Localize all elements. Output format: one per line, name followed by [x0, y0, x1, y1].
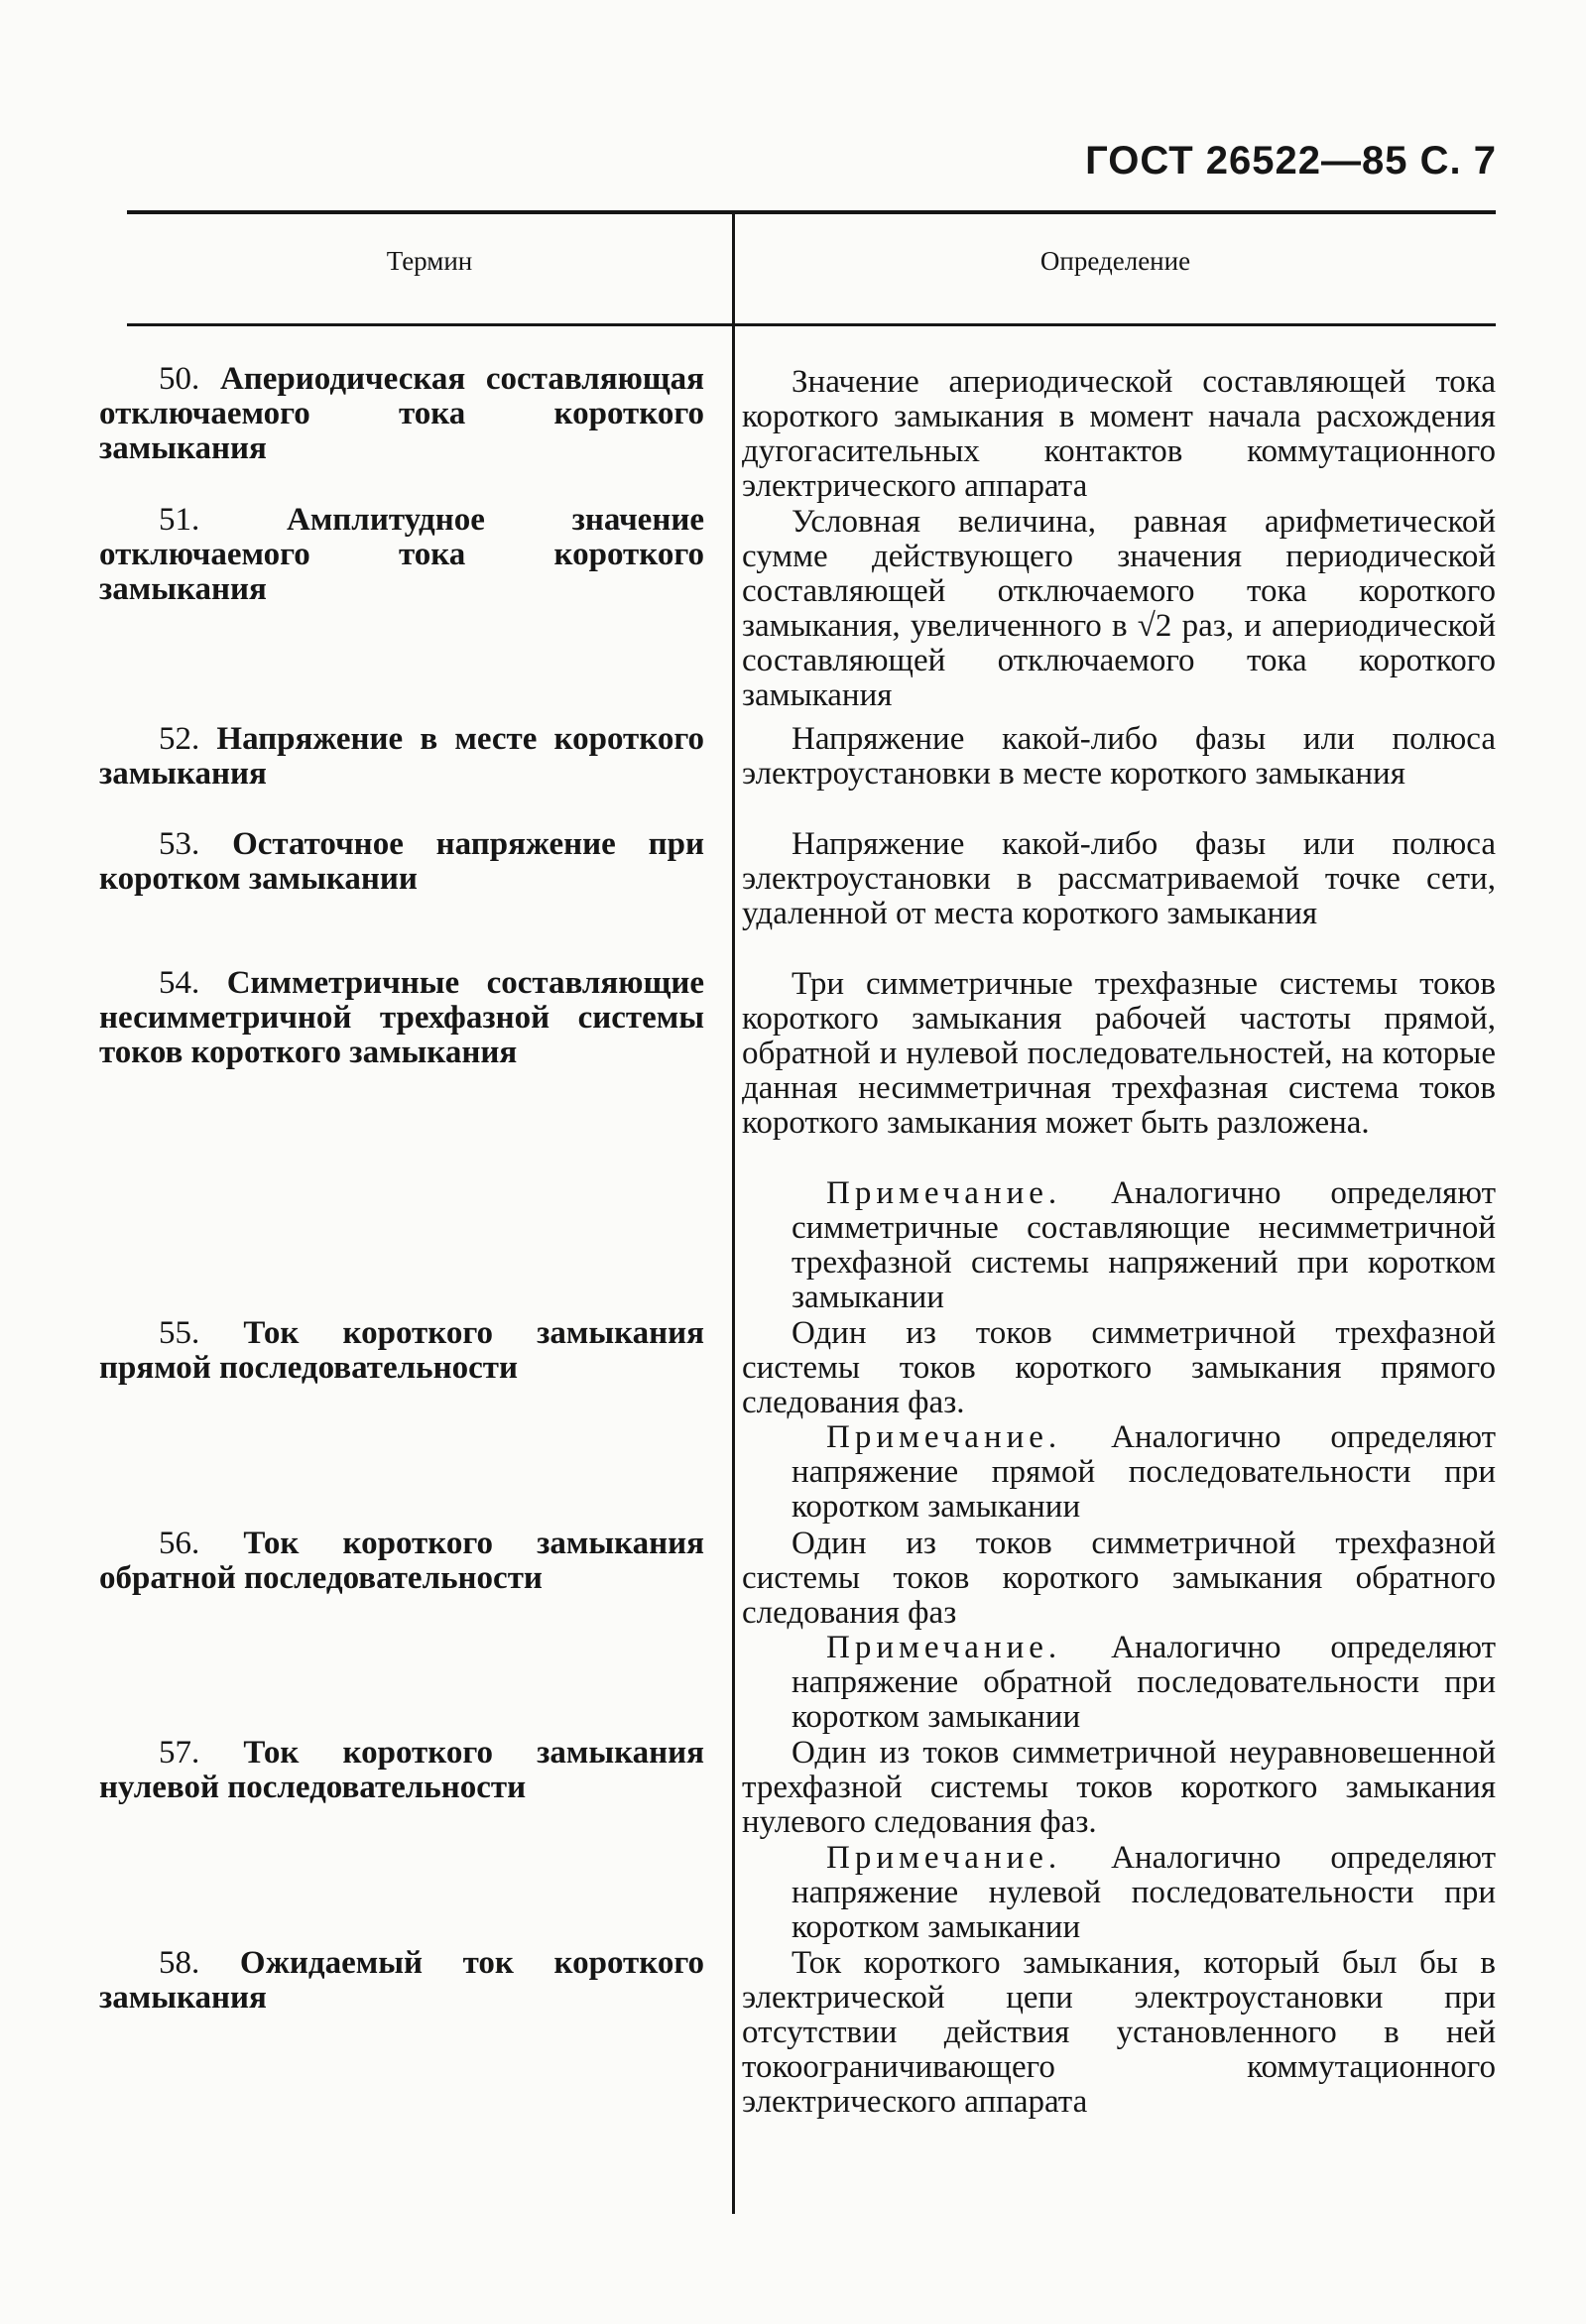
term-57	[99, 1736, 704, 1805]
term-56	[99, 1527, 704, 1596]
term-number: 57.	[159, 1735, 200, 1771]
note-57	[742, 1841, 1496, 1945]
definition-50: Значение апериодической составляющей тока короткого замыкания в момент начала расхождения дугогасительных контактов коммутационного электрического аппарата	[742, 364, 1496, 504]
note-label: Примечание.	[826, 1175, 1062, 1211]
term-label: Ток короткого замыкания обратной последовательности	[99, 1526, 705, 1596]
definition-57: Один из токов симметричной неуравновешенной трехфазной системы токов короткого замыкания нулевого следования фаз.	[742, 1735, 1496, 1840]
column-header-definition: Определение	[1039, 246, 1191, 276]
term-number: 52.	[159, 721, 200, 757]
note-label: Примечание.	[826, 1419, 1062, 1455]
note-label: Примечание.	[826, 1840, 1062, 1876]
note-text: Аналогично определяют симметричные составляющие несимметричной трехфазной системы напряжений при коротком замыкании	[792, 1175, 1496, 1315]
table-top-rule	[127, 210, 1496, 214]
note-54	[742, 1176, 1496, 1315]
term-label: Напряжение в месте короткого замыкания	[99, 721, 704, 792]
definition-51: Условная величина, равная арифметической сумме действующего значения периодической составляющей отключаемого тока короткого замыкания, увеличенного в √2 раз, и апериодической составляющей отключаемого тока короткого замыкания	[742, 504, 1496, 713]
term-52	[99, 722, 704, 792]
term-label: Ожидаемый ток короткого замыкания	[99, 1945, 704, 2016]
note-56	[742, 1631, 1496, 1735]
note-text: Аналогично определяют напряжение нулевой последовательности при коротком замыкании	[792, 1840, 1496, 1945]
term-50	[99, 362, 704, 466]
term-number: 58.	[159, 1945, 200, 1981]
column-header-term: Термин	[386, 246, 473, 276]
term-label: Апериодическая составляющая отключаемого тока короткого замыкания	[99, 361, 704, 466]
term-58	[99, 1946, 704, 2016]
definition-56: Один из токов симметричной трехфазной системы токов короткого замыкания обратного следования фаз	[742, 1526, 1496, 1631]
term-55	[99, 1316, 704, 1386]
term-label: Остаточное напряжение при коротком замыкании	[99, 826, 704, 897]
note-55	[742, 1420, 1496, 1525]
term-number: 51.	[159, 502, 200, 538]
term-51	[99, 503, 704, 607]
term-number: 53.	[159, 826, 200, 862]
definition-52: Напряжение какой-либо фазы или полюса электроустановки в месте короткого замыкания	[742, 721, 1496, 792]
table-header-rule	[127, 323, 1496, 326]
definition-55: Один из токов симметричной трехфазной системы токов короткого замыкания прямого следования фаз.	[742, 1315, 1496, 1420]
note-text: Аналогично определяют напряжение прямой последовательности при коротком замыкании	[792, 1419, 1496, 1525]
term-54	[99, 966, 704, 1070]
term-label: Ток короткого замыкания прямой последовательности	[99, 1315, 705, 1386]
term-53	[99, 827, 704, 897]
term-number: 50.	[159, 361, 200, 397]
term-number: 54.	[159, 965, 200, 1001]
term-number: 55.	[159, 1315, 200, 1351]
term-label: Ток короткого замыкания нулевой последовательности	[99, 1735, 705, 1805]
definition-53: Напряжение какой-либо фазы или полюса электроустановки в рассматриваемой точке сети, удаленной от места короткого замыкания	[742, 826, 1496, 931]
note-label: Примечание.	[826, 1630, 1062, 1665]
note-text: Аналогично определяют напряжение обратной последовательности при коротком замыкании	[792, 1630, 1496, 1735]
term-label: Амплитудное значение отключаемого тока короткого замыкания	[99, 502, 704, 607]
term-number: 56.	[159, 1526, 200, 1561]
column-divider	[732, 210, 735, 2214]
definition-58: Ток короткого замыкания, который был бы в электрической цепи электроустановки при отсутствии действия установленного в ней токоограничивающего коммутационного электрического аппарата	[742, 1945, 1496, 2120]
term-label: Симметричные составляющие несимметричной трехфазной системы токов короткого замыкания	[99, 965, 704, 1070]
definition-54: Три симметричные трехфазные системы токов короткого замыкания рабочей частоты прямой, обратной и нулевой последовательностей, на которые данная несимметричная трехфазная система токов короткого замыкания может быть разложена.	[742, 966, 1496, 1141]
page-header: ГОСТ 26522—85 С. 7	[1085, 139, 1497, 183]
